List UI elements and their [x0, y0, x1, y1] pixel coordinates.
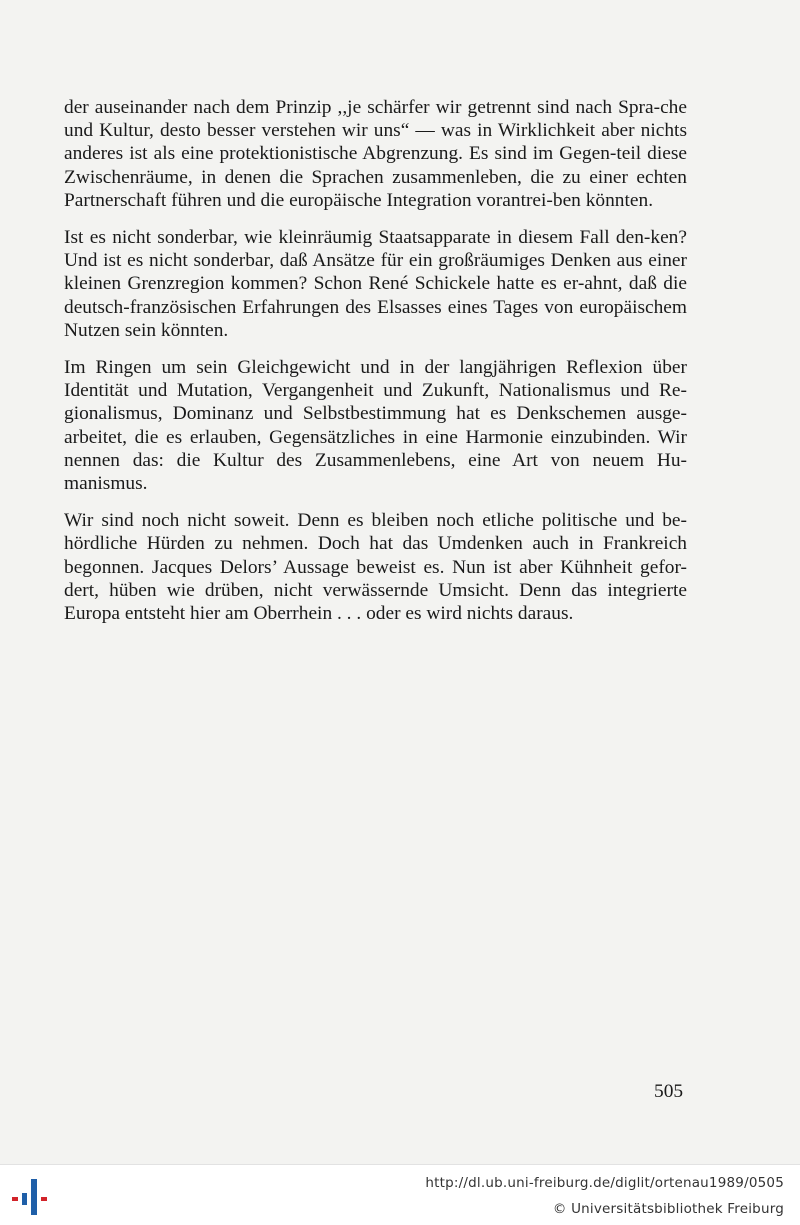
- footer-url-link[interactable]: http://dl.ub.uni-freiburg.de/diglit/ortenau1989/0505: [425, 1175, 784, 1191]
- page-number: 505: [654, 1081, 684, 1102]
- footer-copyright: © Universitätsbibliothek Freiburg: [552, 1201, 784, 1217]
- body-text: [64, 96, 687, 639]
- paragraph-3: Im Ringen um sein Gleichgewicht und in der langjährigen Reflexion über Identität und Mutation, Vergangenheit und Zukunft, Nationalismus und Re-gionalismus, Dominanz und Selbstbestimmung hat es Denkschemen ausge-arbeitet, die es erlauben, Gegensätzliches in eine Harmonie einzubinden. Wir nennen das: die Kultur des Zusammenlebens, eine Art von neuem Hu-manismus.: [64, 357, 687, 495]
- paragraph-1: der auseinander nach dem Prinzip ,,je schärfer wir getrennt sind nach Spra-che und Kultur, desto besser verstehen wir uns“ — was in Wirklichkeit aber nichts anderes ist als eine protektionistische Abgrenzung. Es sind im Gegen-teil diese Zwischenräume, in denen die Sprachen zusammenleben, die zu einer echten Partnerschaft führen und die europäische Integration vorantrei-ben könnten.: [64, 97, 687, 211]
- paragraph-2: Ist es nicht sonderbar, wie kleinräumig Staatsapparate in diesem Fall den-ken? Und ist es nicht sonderbar, daß Ansätze für ein großräumiges Denken aus einer kleinen Grenzregion kommen? Schon René Schickele hatte es er-ahnt, daß die deutsch-französischen Erfahrungen des Elsasses eines Tages von europäischem Nutzen sein könnten.: [64, 227, 687, 341]
- paragraph-4: Wir sind noch nicht soweit. Denn es bleiben noch etliche politische und be-hördliche Hürden zu nehmen. Doch hat das Umdenken auch in Frankreich begonnen. Jacques Delors’ Aussage beweist es. Nun ist aber Kühnheit gefor-dert, hüben wie drüben, nicht verwässernde Umsicht. Denn das integrierte Europa entsteht hier am Oberrhein . . . oder es wird nichts daraus.: [64, 510, 687, 625]
- ub-freiburg-logo-icon[interactable]: [10, 1177, 54, 1217]
- footer-bar: [0, 1164, 800, 1225]
